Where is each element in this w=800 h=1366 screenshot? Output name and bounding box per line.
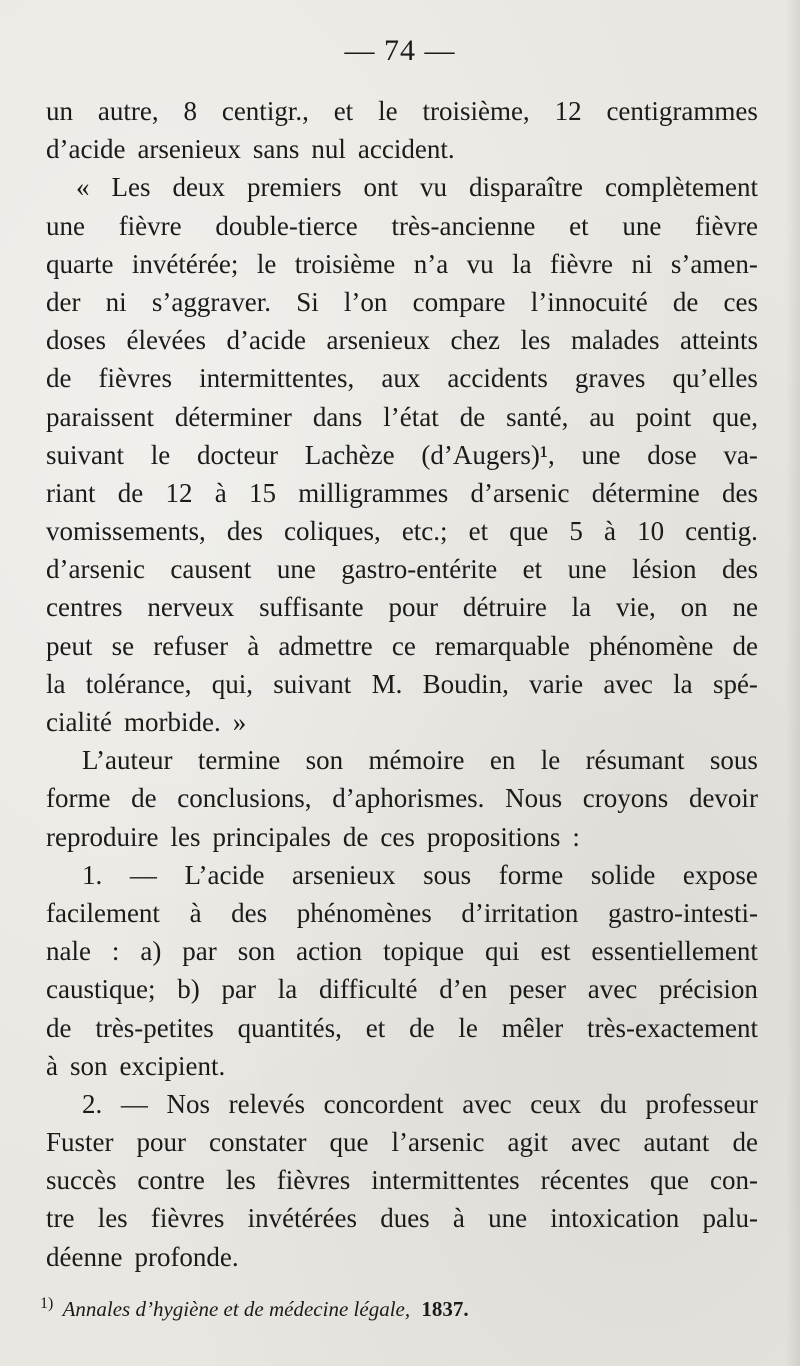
word: forme	[498, 859, 564, 890]
word: reproduire	[46, 821, 159, 852]
text-line	[46, 398, 758, 436]
body-text	[46, 92, 758, 1276]
word: que	[509, 516, 549, 547]
word: agit	[507, 1127, 548, 1158]
word: 2.	[82, 1088, 103, 1119]
word: facilement	[46, 897, 160, 928]
word: Nos	[166, 1088, 210, 1119]
word: arsenieux	[326, 325, 430, 356]
word: une	[581, 439, 621, 470]
word: ces	[723, 286, 758, 317]
word: que	[329, 1127, 369, 1158]
word: centigrammes	[606, 96, 758, 126]
word: à	[452, 1203, 465, 1234]
word: dose	[647, 439, 697, 470]
word: causent	[170, 554, 252, 585]
word: le	[458, 1012, 478, 1043]
word: termine	[197, 745, 281, 776]
word: docteur	[197, 439, 278, 470]
word: professeur	[645, 1088, 758, 1119]
word: expose	[682, 859, 758, 890]
footnote	[40, 1295, 740, 1322]
text-line	[46, 932, 758, 970]
word: une	[622, 210, 662, 241]
word: con-	[709, 1165, 758, 1196]
word: de	[732, 630, 758, 661]
word: concordent	[323, 1088, 444, 1119]
word: 5	[569, 516, 583, 547]
word: autant	[643, 1127, 710, 1158]
word: double-tierce	[215, 210, 358, 241]
word: fièvre	[695, 210, 758, 241]
word: ces	[380, 821, 415, 852]
word: quantités,	[237, 1012, 342, 1043]
text-line	[46, 703, 758, 741]
text-line	[46, 512, 758, 550]
text-line	[46, 1009, 758, 1047]
page-edge-shadow	[786, 0, 800, 1366]
word: de	[732, 1127, 758, 1158]
text-line	[46, 130, 758, 168]
word: nul	[311, 134, 346, 165]
word: avec	[603, 668, 653, 699]
word: invétérées	[247, 1203, 357, 1234]
word: vu	[420, 172, 448, 203]
word: suffisante	[259, 592, 364, 623]
word: s’aggraver.	[151, 286, 272, 317]
word: la	[277, 974, 298, 1005]
word: suivant	[46, 439, 124, 470]
word: de	[46, 363, 72, 394]
word: forme	[46, 783, 111, 814]
word: Les	[111, 172, 151, 203]
word: on	[680, 592, 708, 623]
word: des	[721, 477, 758, 508]
word: pour	[388, 592, 438, 623]
word: une	[488, 1203, 528, 1234]
word: L’acide	[184, 859, 265, 890]
word: d’arsenic	[470, 477, 570, 508]
word: son	[69, 1050, 108, 1081]
word: invétérée;	[131, 248, 239, 279]
word: ni	[631, 248, 653, 279]
text-line	[46, 779, 758, 817]
word: d’arsenic	[46, 554, 145, 585]
word: des	[231, 897, 268, 928]
word: la	[512, 248, 532, 279]
word: etc.;	[401, 516, 448, 547]
word: précision	[658, 974, 758, 1005]
word: varie	[529, 668, 584, 699]
word: palu-	[702, 1203, 758, 1234]
word: par	[182, 936, 217, 967]
text-line	[46, 92, 758, 130]
word: graves	[574, 363, 646, 394]
word: est	[540, 936, 571, 967]
text-line	[46, 856, 758, 894]
word: de	[459, 401, 486, 432]
word: centigr.,	[221, 96, 309, 126]
word: intoxication	[550, 1203, 680, 1234]
word: à	[603, 516, 616, 547]
word: l’état	[383, 401, 439, 432]
word: les	[170, 821, 201, 852]
word: sous	[423, 859, 472, 890]
word: de	[46, 1012, 72, 1043]
word: lésion	[632, 554, 697, 585]
word: 1.	[82, 859, 103, 890]
word: :	[572, 821, 580, 852]
word: par	[221, 974, 256, 1005]
word: doses	[46, 325, 106, 356]
word: topique	[383, 936, 465, 967]
page-number: — 74 —	[344, 34, 456, 67]
word: fièvre	[118, 210, 182, 241]
word: compare	[412, 286, 506, 317]
word: de	[131, 783, 157, 814]
word: quarte	[46, 248, 114, 279]
text-line	[46, 207, 758, 245]
word: à	[214, 477, 227, 508]
word: à	[247, 630, 260, 661]
word: va-	[723, 439, 758, 470]
word: premiers	[247, 172, 342, 203]
word: croyons	[582, 783, 669, 814]
word: cialité	[46, 707, 112, 737]
word: succès	[46, 1165, 117, 1196]
word: arsenieux	[137, 134, 241, 165]
word: le	[540, 745, 561, 776]
text-line	[46, 436, 758, 474]
word: accidents	[447, 363, 548, 394]
word: a)	[140, 936, 162, 967]
word: devoir	[688, 783, 758, 814]
word: en	[489, 745, 516, 776]
word: :	[111, 936, 120, 967]
word: le	[378, 96, 398, 126]
word: milligrammes	[298, 477, 449, 508]
word: chez	[450, 325, 500, 356]
word: la	[46, 668, 66, 699]
word: très-petites	[95, 1012, 214, 1043]
word: les	[97, 1203, 128, 1234]
text-line	[46, 818, 758, 856]
word: »	[232, 707, 247, 737]
text-line	[46, 474, 758, 512]
word: peut	[46, 630, 93, 661]
word: autre,	[97, 96, 159, 126]
word: le	[150, 439, 171, 470]
text-line	[46, 321, 758, 359]
word: très-exactement	[587, 1012, 758, 1043]
word: profonde.	[134, 1241, 239, 1272]
word: «	[76, 172, 90, 203]
text-line	[46, 283, 758, 321]
word: n’a	[413, 248, 449, 279]
word: que,	[712, 401, 758, 432]
word: deux	[172, 172, 225, 203]
word: avec	[570, 1127, 621, 1158]
word: que	[650, 1165, 690, 1196]
word: accident.	[357, 134, 455, 165]
word: l’on	[343, 286, 388, 317]
text-line	[46, 588, 758, 626]
word: phénomène	[588, 630, 714, 661]
word: et	[522, 554, 543, 585]
word: du	[599, 1088, 627, 1119]
word: complètement	[605, 172, 758, 203]
word: peser	[509, 974, 566, 1005]
word: santé,	[506, 401, 569, 432]
word: récentes	[540, 1165, 630, 1196]
word: d’acide	[226, 325, 306, 356]
word: sans	[252, 134, 300, 165]
word: vu	[466, 248, 494, 279]
word: et	[569, 210, 589, 241]
word: au	[589, 401, 615, 432]
word: d’acide	[46, 134, 126, 165]
word: solide	[590, 859, 656, 890]
word: Nous	[505, 783, 563, 814]
word: mémoire	[368, 745, 465, 776]
word: contre	[137, 1165, 205, 1196]
word: vie,	[616, 592, 656, 623]
word: fièvres	[276, 1165, 351, 1196]
text-line	[46, 1123, 758, 1161]
word: son	[237, 936, 276, 967]
word: de	[409, 1012, 435, 1043]
word: Si	[296, 286, 319, 317]
word: son	[305, 745, 344, 776]
word: mêler	[501, 1012, 564, 1043]
word: qui	[485, 936, 520, 967]
word: et	[365, 1012, 386, 1043]
footnote-marker: 1)	[40, 1295, 54, 1312]
word: fièvre	[550, 248, 613, 279]
word: L’auteur	[82, 745, 173, 776]
word: excipient.	[119, 1050, 226, 1081]
word: les	[225, 1165, 256, 1196]
word: le	[256, 248, 277, 279]
word: gastro-intesti-	[607, 897, 758, 928]
word: 12	[554, 96, 582, 126]
word: une	[567, 554, 607, 585]
word: avec	[587, 974, 638, 1005]
word: une	[276, 554, 316, 585]
word: difficulté	[319, 974, 418, 1005]
word: phénomènes	[296, 897, 432, 928]
text-line	[46, 1161, 758, 1199]
word: un	[46, 96, 73, 126]
word: la	[571, 592, 592, 623]
text-line	[46, 627, 758, 665]
text-line	[46, 741, 758, 779]
text-line	[46, 1085, 758, 1123]
word: refuser	[153, 630, 229, 661]
word: aux	[381, 363, 421, 394]
word: nerveux	[147, 592, 235, 623]
word: paraissent	[46, 401, 154, 432]
word: Fuster	[46, 1127, 114, 1158]
text-line	[46, 245, 758, 283]
word: essentiellement	[591, 936, 758, 967]
footnote-year: 1837.	[421, 1297, 469, 1321]
word: principales	[212, 821, 331, 852]
word: d’aphorismes.	[332, 783, 485, 814]
word: vomissements,	[46, 516, 206, 547]
word: arsenieux	[292, 859, 396, 890]
word: de	[342, 821, 369, 852]
word: ce	[391, 630, 416, 661]
word: relevés	[228, 1088, 306, 1119]
word: qu’elles	[672, 363, 758, 394]
word: caustique;	[46, 974, 156, 1005]
word: ni	[105, 286, 127, 317]
word: dans	[312, 401, 363, 432]
word: centres	[46, 592, 123, 623]
word: b)	[177, 974, 200, 1005]
word: gastro-entérite	[341, 554, 498, 585]
word: et	[333, 96, 354, 126]
word: fièvres	[98, 363, 173, 394]
text-line	[46, 894, 758, 932]
word: der	[46, 286, 81, 317]
word: 15	[249, 477, 277, 508]
text-line	[46, 168, 758, 206]
word: constater	[209, 1127, 307, 1158]
word: la	[673, 668, 693, 699]
word: à	[46, 1050, 58, 1081]
word: suivant	[273, 668, 352, 699]
word: et	[468, 516, 489, 547]
word: spé-	[712, 668, 758, 699]
word: détruire	[462, 592, 547, 623]
word: remarquable	[434, 630, 570, 661]
word: très-ancienne	[391, 210, 536, 241]
word: élevées	[126, 325, 206, 356]
word: d’irritation	[461, 897, 579, 928]
word: propositions	[426, 821, 561, 852]
word: avec	[462, 1088, 512, 1119]
word: Boudin,	[422, 668, 509, 699]
word: détermine	[591, 477, 700, 508]
word: nale	[46, 936, 91, 967]
word: malades	[571, 325, 660, 356]
word: coliques,	[283, 516, 381, 547]
word: intermittentes,	[199, 363, 355, 394]
word: action	[296, 936, 363, 967]
word: fièvres	[150, 1203, 225, 1234]
word: riant	[46, 477, 96, 508]
word: sous	[709, 745, 758, 776]
word: à	[189, 897, 202, 928]
word: Lachèze	[304, 439, 395, 470]
text-line	[46, 970, 758, 1008]
word: (d’Augers)¹,	[421, 439, 555, 470]
word: qui,	[211, 668, 254, 699]
footnote-text: Annales d’hygiène et de médecine légale,	[62, 1297, 411, 1321]
word: M.	[371, 668, 403, 699]
word: 10	[637, 516, 665, 547]
word: point	[635, 401, 692, 432]
word: centig.	[685, 516, 758, 547]
word: —	[129, 859, 157, 890]
word: s’amen-	[670, 248, 758, 279]
word: l’innocuité	[530, 286, 648, 317]
word: troisième,	[422, 96, 530, 126]
word: morbide.	[123, 707, 221, 737]
text-line	[46, 1199, 758, 1237]
word: des	[226, 516, 263, 547]
word: —	[120, 1088, 148, 1119]
word: des	[722, 554, 758, 585]
word: de	[117, 477, 144, 508]
text-line	[46, 550, 758, 588]
word: ne	[732, 592, 758, 623]
word: ceux	[530, 1088, 582, 1119]
text-line	[46, 665, 758, 703]
word: se	[111, 630, 135, 661]
word: l’arsenic	[391, 1127, 485, 1158]
text-line	[46, 359, 758, 397]
word: pour	[136, 1127, 187, 1158]
word: résumant	[585, 745, 685, 776]
word: dues	[380, 1203, 430, 1234]
word: d’en	[439, 974, 488, 1005]
word: les	[520, 325, 551, 356]
text-line	[46, 1047, 758, 1085]
word: disparaître	[469, 172, 583, 203]
word: déterminer	[174, 401, 292, 432]
word: conclusions,	[177, 783, 312, 814]
word: troisième	[294, 248, 396, 279]
word: de	[672, 286, 699, 317]
word: ont	[363, 172, 399, 203]
word: intermittentes	[371, 1165, 520, 1196]
text-line	[46, 1238, 758, 1276]
word: 8	[183, 96, 197, 126]
word: 12	[165, 477, 193, 508]
word: tre	[46, 1203, 75, 1234]
word: déenne	[46, 1241, 123, 1272]
word: atteints	[680, 325, 758, 356]
word: admettre	[278, 630, 373, 661]
word: une	[46, 210, 85, 241]
word: tolérance,	[85, 668, 192, 699]
